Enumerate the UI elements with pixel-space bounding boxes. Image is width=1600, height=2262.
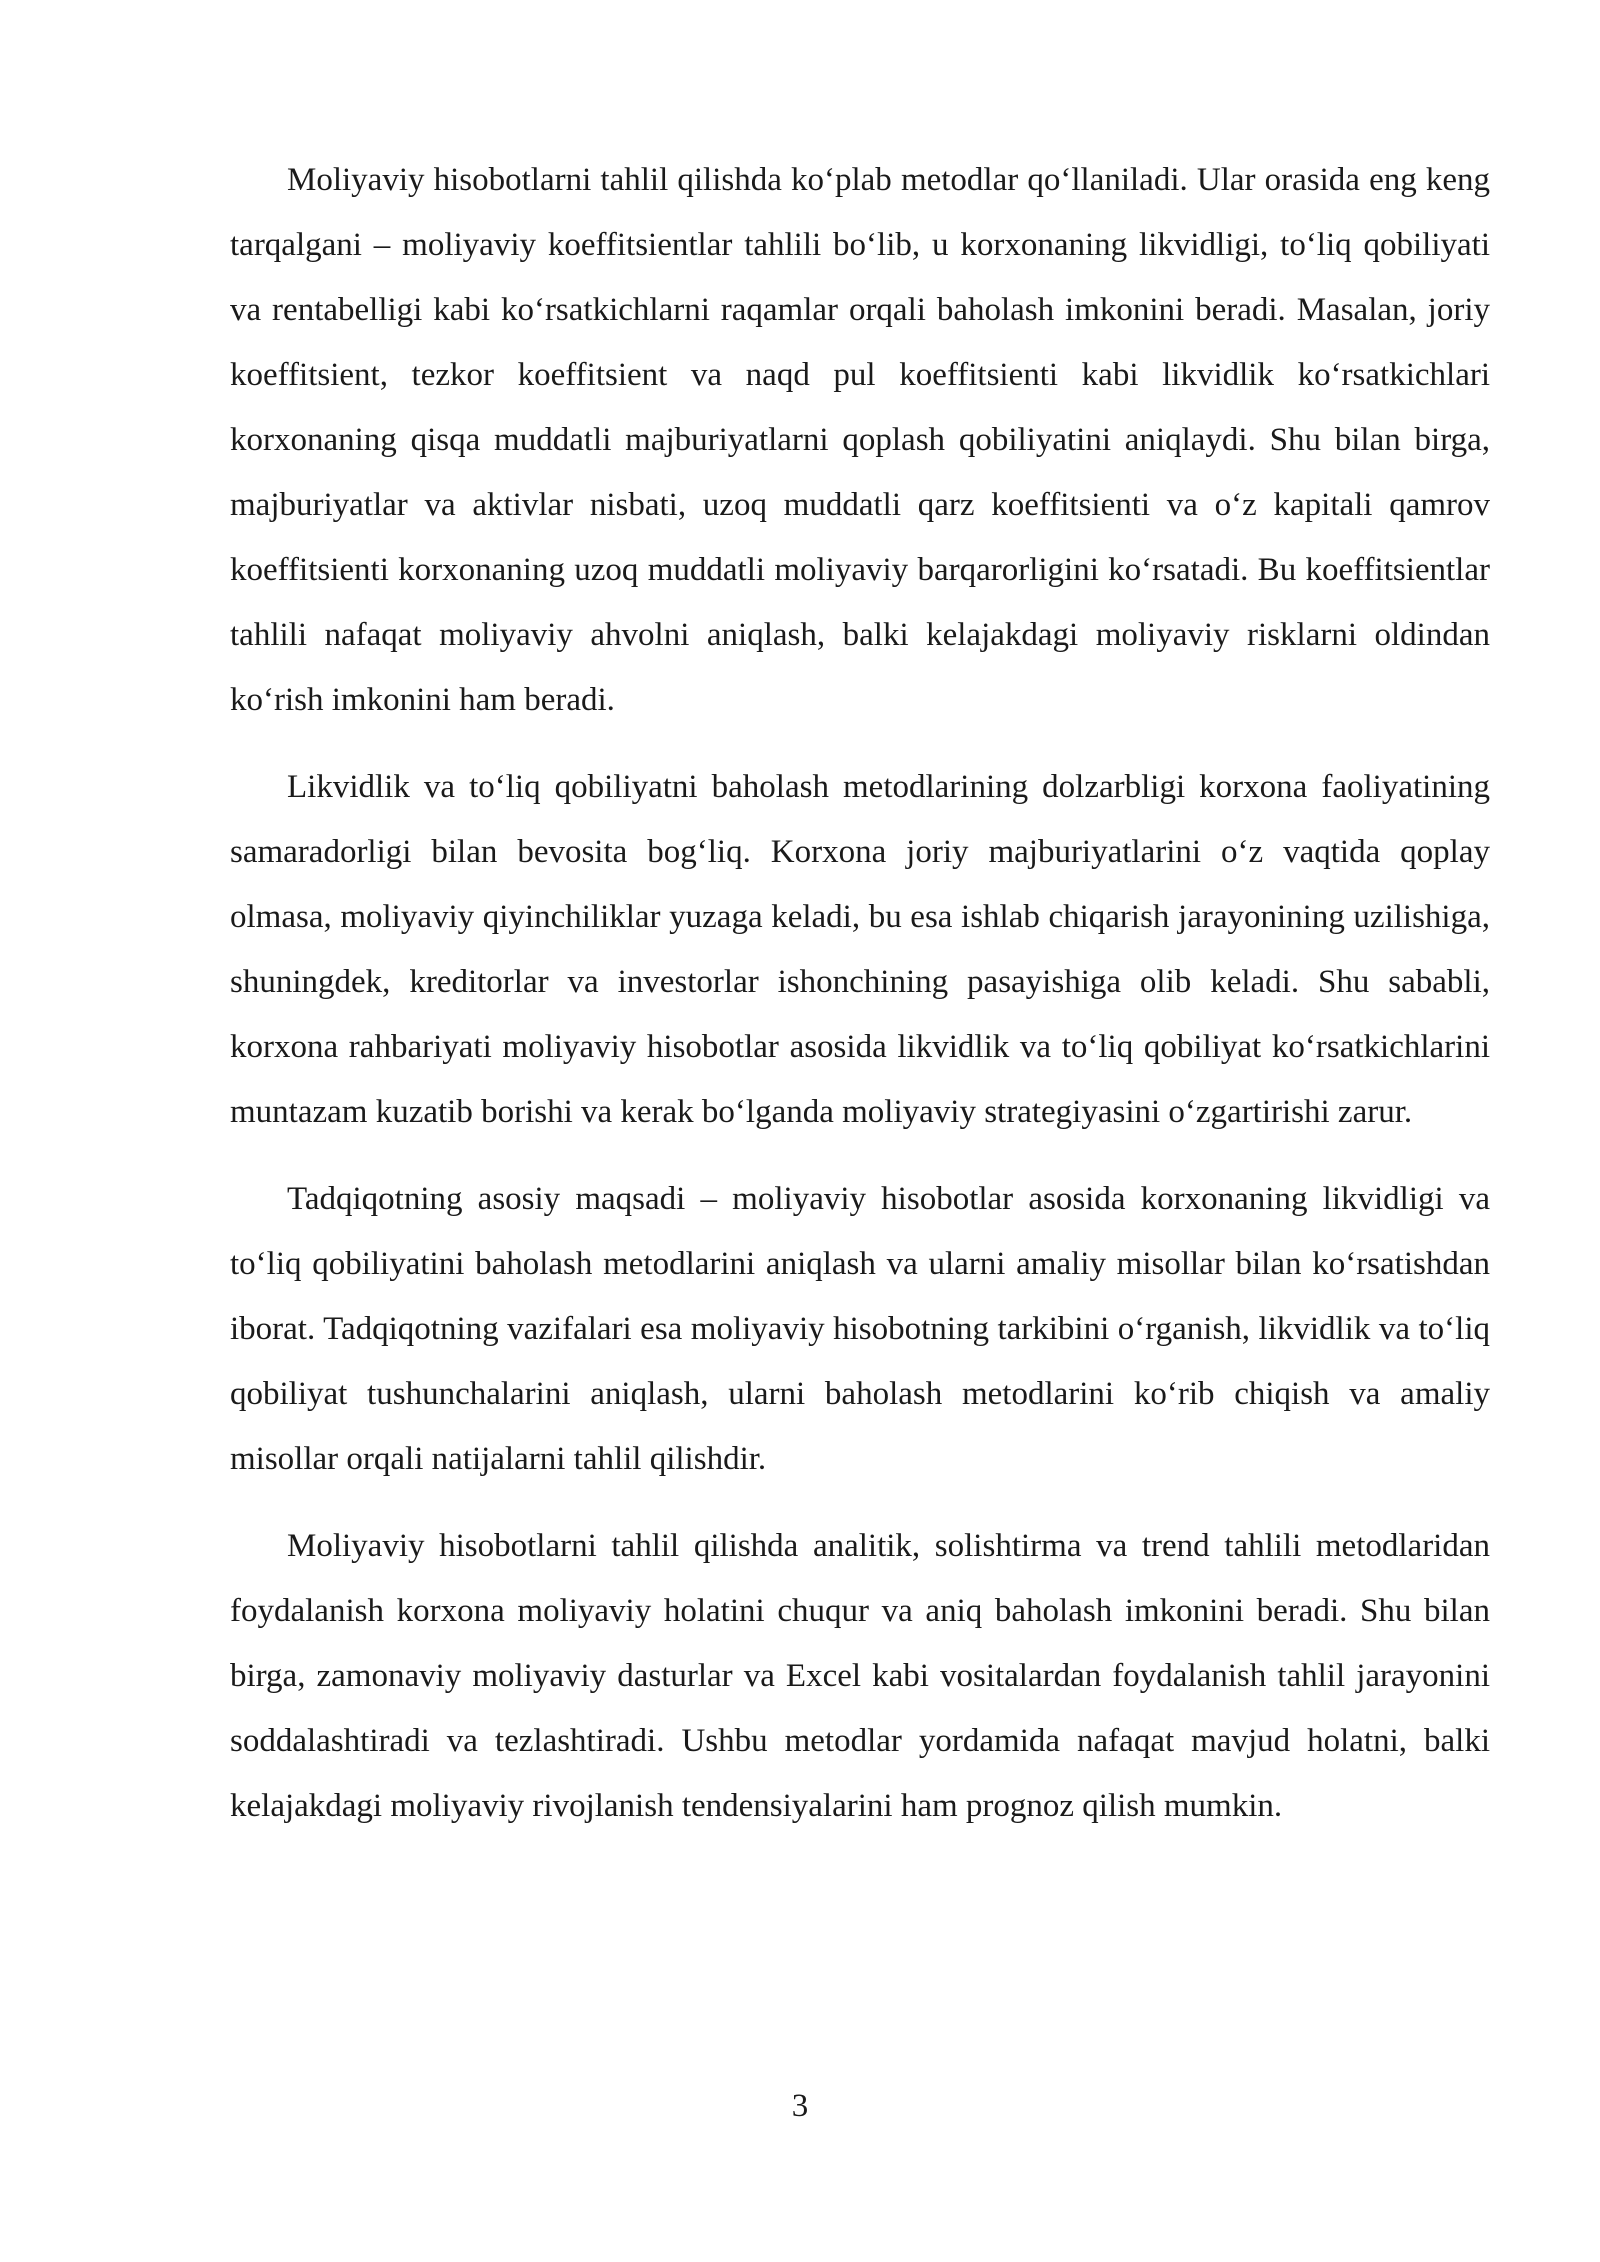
paragraph-financial-ratios: Moliyaviy hisobotlarni tahlil qilishda ko‘plab metodlar qo‘llaniladi. Ular orasida eng keng tarqalgani – moliyaviy koeffitsientlar tahlili bo‘lib, u korxonaning likvidligi, to‘liq qobiliyati va rentabelligi kabi ko‘rsatkichlarni raqamlar orqali baholash imkonini beradi. Masalan, joriy koeffitsient, tezkor koeffitsient va naqd pul koeffitsienti kabi likvidlik ko‘rsatkichlari korxonaning qisqa muddatli majburiyatlarni qoplash qobiliyatini aniqlaydi. Shu bilan birga, majburiyatlar va aktivlar nisbati, uzoq muddatli qarz koeffitsienti va o‘z kapitali qamrov koeffitsienti korxonaning uzoq muddatli moliyaviy barqarorligini ko‘rsatadi. Bu koeffitsientlar tahlili nafaqat moliyaviy ahvolni aniqlash, balki kelajakdagi moliyaviy risklarni oldindan ko‘rish imkonini ham beradi. [230,162,1490,718]
paragraph-analysis-methods: Moliyaviy hisobotlarni tahlil qilishda analitik, solishtirma va trend tahlili metodlaridan foydalanish korxona moliyaviy holatini chuqur va aniq baholash imkonini beradi. Shu bilan birga, zamonaviy moliyaviy dasturlar va Excel kabi vositalardan foydalanish tahlil jarayonini soddalashtiradi va tezlashtiradi. Ushbu metodlar yordamida nafaqat mavjud holatni, balki kelajakdagi moliyaviy rivojlanish tendensiyalarini ham prognoz qilish mumkin. [230,1528,1490,1824]
document-body [230,148,1490,1839]
page-number: 3 [791,2088,809,2124]
paragraph-research-goal: Tadqiqotning asosiy maqsadi – moliyaviy hisobotlar asosida korxonaning likvidligi va to‘liq qobiliyatini baholash metodlarini aniqlash va ularni amaliy misollar bilan ko‘rsatishdan iborat. Tadqiqotning vazifalari esa moliyaviy hisobotning tarkibini o‘rganish, likvidlik va to‘liq qobiliyat tushunchalarini aniqlash, ularni baholash metodlarini ko‘rib chiqish va amaliy misollar orqali natijalarni tahlil qilishdir. [230,1181,1490,1477]
paragraph-liquidity-relevance: Likvidlik va to‘liq qobiliyatni baholash metodlarining dolzarbligi korxona faoliyatining samaradorligi bilan bevosita bog‘liq. Korxona joriy majburiyatlarini o‘z vaqtida qoplay olmasa, moliyaviy qiyinchiliklar yuzaga keladi, bu esa ishlab chiqarish jarayonining uzilishiga, shuningdek, kreditorlar va investorlar ishonchining pasayishiga olib keladi. Shu sababli, korxona rahbariyati moliyaviy hisobotlar asosida likvidlik va to‘liq qobiliyat ko‘rsatkichlarini muntazam kuzatib borishi va kerak bo‘lganda moliyaviy strategiyasini o‘zgartirishi zarur. [230,769,1490,1130]
